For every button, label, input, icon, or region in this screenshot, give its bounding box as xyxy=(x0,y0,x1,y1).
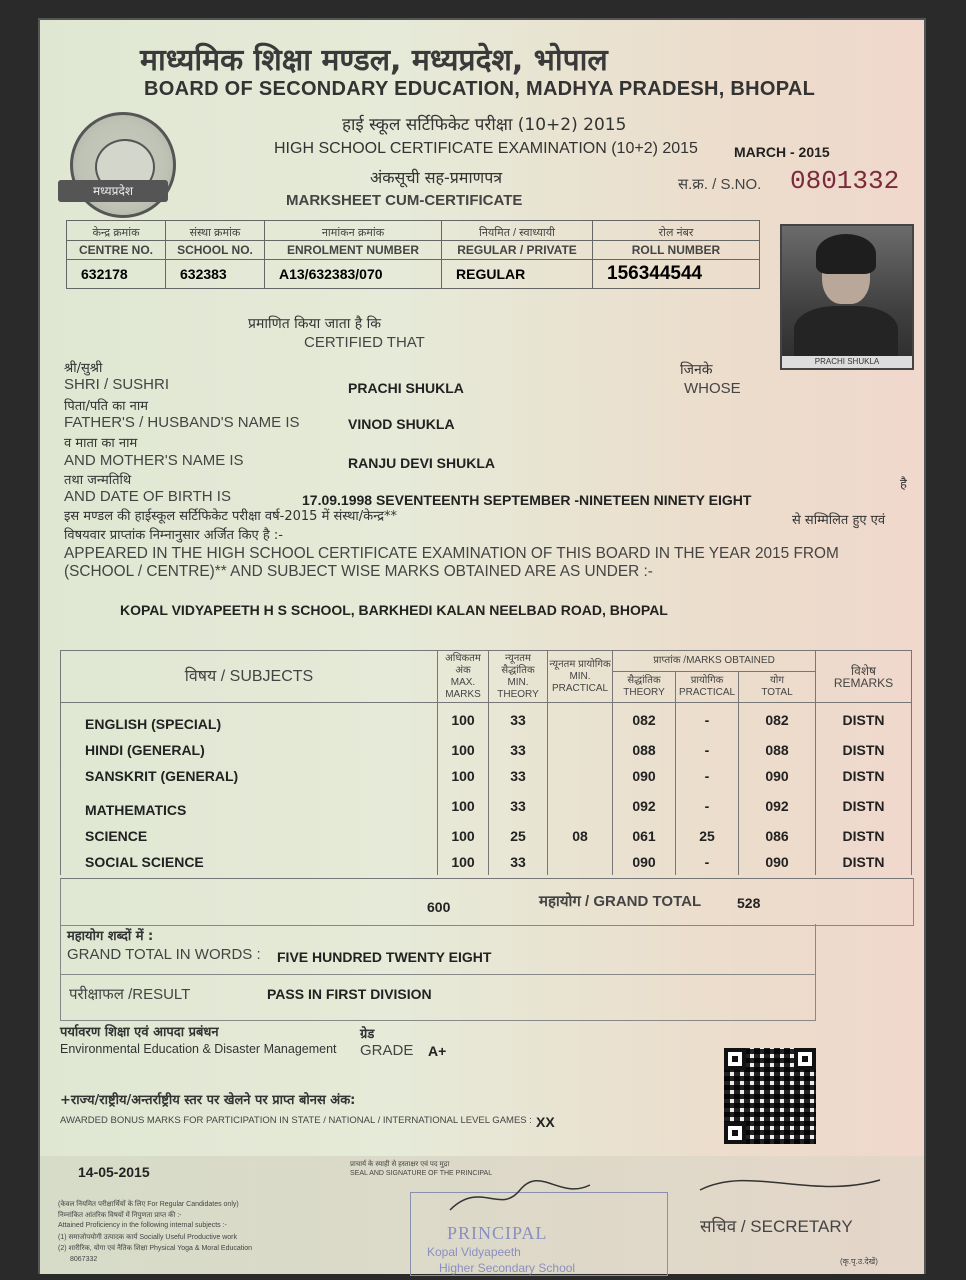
bonus-label-hindi: +राज्य/राष्ट्रीय/अन्तर्राष्ट्रीय स्तर पर खेलने पर प्राप्त बोनस अंक: xyxy=(60,1093,356,1108)
env-label-hindi: पर्यावरण शिक्षा एवं आपदा प्रबंधन xyxy=(60,1025,219,1040)
practical-marks: - xyxy=(676,763,739,789)
note-line: Attained Proficiency in the following internal subjects :- xyxy=(58,1222,227,1229)
bonus-label: AWARDED BONUS MARKS FOR PARTICIPATION IN STATE / NATIONAL / INTERNATIONAL LEVEL GAMES : xyxy=(60,1115,532,1126)
max-marks: 100 xyxy=(438,737,489,763)
env-label: Environmental Education & Disaster Management xyxy=(60,1042,337,1056)
secretary-signature-icon xyxy=(690,1160,890,1210)
date-of-birth: 17.09.1998 SEVENTEENTH SEPTEMBER -NINETEEN NINETY EIGHT xyxy=(302,492,752,508)
result-value: PASS IN FIRST DIVISION xyxy=(267,986,432,1002)
seal-label: SEAL AND SIGNATURE OF THE PRINCIPAL xyxy=(350,1170,493,1177)
school-no-header-hi: संस्था क्रमांक xyxy=(166,221,265,241)
school-no-header: SCHOOL NO. xyxy=(166,241,265,260)
appeared-english-2: (SCHOOL / CENTRE)** AND SUBJECT WISE MARKS OBTAINED ARE AS UNDER :- xyxy=(64,563,653,580)
grade-label-hindi: ग्रेड xyxy=(360,1027,375,1042)
max-marks: 100 xyxy=(438,789,489,823)
max-marks: 100 xyxy=(438,823,489,849)
appeared-english-1: APPEARED IN THE HIGH SCHOOL CERTIFICATE EXAMINATION OF THIS BOARD IN THE YEAR 2015 FROM xyxy=(64,545,839,562)
note-line: (2) शारीरिक, योगा एवं नैतिक शिक्षा Physical Yoga & Moral Education xyxy=(58,1245,253,1252)
serial-label: स.क्र. / S.NO. xyxy=(678,176,762,193)
doc-title-english: MARKSHEET CUM-CERTIFICATE xyxy=(286,192,523,209)
practical-marks: - xyxy=(676,703,739,738)
small-code: 8067332 xyxy=(70,1256,98,1263)
table-row xyxy=(61,763,912,789)
theory-marks: 088 xyxy=(613,737,676,763)
enrolment-header: ENROLMENT NUMBER xyxy=(265,241,442,260)
remark: DISTN xyxy=(816,763,912,789)
hai-hindi: है xyxy=(900,477,907,492)
roll-header-hi: रोल नंबर xyxy=(593,221,760,241)
serial-number: 0801332 xyxy=(790,166,900,196)
subject-name: SOCIAL SCIENCE xyxy=(61,849,438,875)
note-line: (1) समाजोपयोगी उत्पादक कार्य Socially Useful Productive work xyxy=(58,1234,237,1241)
max-marks: 100 xyxy=(438,849,489,875)
result-box xyxy=(60,974,816,1021)
stamp-school: Kopal Vidyapeeth xyxy=(427,1245,521,1259)
seal-label-hindi: प्राचार्य के स्याही से हस्ताक्षर एवं पद मुद्रा xyxy=(350,1161,450,1168)
min-theory: 33 xyxy=(489,849,548,875)
note-line: (केवल नियमित परीक्षार्थियों के लिए For Regular Candidates only) xyxy=(58,1201,239,1208)
subject-name: HINDI (GENERAL) xyxy=(61,737,438,763)
subject-name: MATHEMATICS xyxy=(61,789,438,823)
table-row xyxy=(61,737,912,763)
min-theory: 33 xyxy=(489,737,548,763)
remarks-header: विशेष REMARKS xyxy=(816,651,912,703)
theory-marks: 090 xyxy=(613,763,676,789)
regular-header: REGULAR / PRIVATE xyxy=(442,241,593,260)
subject-name: SANSKRIT (GENERAL) xyxy=(61,763,438,789)
stamp-title: PRINCIPAL xyxy=(447,1223,548,1243)
stamp-school-type: Higher Secondary School xyxy=(439,1261,576,1275)
total-marks: 086 xyxy=(739,823,816,849)
marks-obtained-header: प्राप्तांक /MARKS OBTAINED xyxy=(613,651,816,672)
marks-table xyxy=(60,650,912,875)
min-theory: 33 xyxy=(489,703,548,738)
certified-english: CERTIFIED THAT xyxy=(304,334,425,351)
page-turn-note: (कृ.पृ.उ.देखें) xyxy=(840,1257,878,1266)
practical-header: प्रायोगिक PRACTICAL xyxy=(676,672,739,703)
regular-header-hi: नियमित / स्वाध्यायी xyxy=(442,221,593,241)
remark: DISTN xyxy=(816,703,912,738)
remark: DISTN xyxy=(816,849,912,875)
theory-marks: 082 xyxy=(613,703,676,738)
subject-name: SCIENCE xyxy=(61,823,438,849)
id-table xyxy=(66,220,760,289)
table-row xyxy=(61,703,912,738)
min-theory: 33 xyxy=(489,763,548,789)
name-label-hindi: श्री/सुश्री xyxy=(64,361,103,376)
practical-marks: - xyxy=(676,789,739,823)
exam-title-english: HIGH SCHOOL CERTIFICATE EXAMINATION (10+2) 2015 xyxy=(274,140,698,157)
min-theory-header: न्यूनतम सैद्धांतिक MIN. THEORY xyxy=(489,651,548,703)
roll-header: ROLL NUMBER xyxy=(593,241,760,260)
min-practical xyxy=(548,763,613,789)
mother-name: RANJU DEVI SHUKLA xyxy=(348,455,496,471)
appeared-hindi-2: विषयवार प्राप्तांक निम्नानुसार अर्जित किए है :- xyxy=(64,528,283,543)
min-theory: 25 xyxy=(489,823,548,849)
certified-hindi: प्रमाणित किया जाता है कि xyxy=(248,316,382,332)
total-header: योग TOTAL xyxy=(739,672,816,703)
whose-hindi: जिनके xyxy=(680,362,713,378)
table-row xyxy=(61,823,912,849)
total-marks: 090 xyxy=(739,849,816,875)
appeared-hindi-1-right: से सम्मिलित हुए एवं xyxy=(792,513,886,528)
regular-private: REGULAR xyxy=(442,260,593,289)
exam-title-hindi: हाई स्कूल सर्टिफिकेट परीक्षा (10+2) 2015 xyxy=(342,115,627,135)
remark: DISTN xyxy=(816,737,912,763)
school-name: KOPAL VIDYAPEETH H S SCHOOL, BARKHEDI KALAN NEELBAD ROAD, BHOPAL xyxy=(120,602,668,618)
subjects-header: विषय / SUBJECTS xyxy=(61,651,438,703)
theory-marks: 090 xyxy=(613,849,676,875)
enrolment-number: A13/632383/070 xyxy=(265,260,442,289)
grand-total-box xyxy=(60,878,914,926)
subject-name: ENGLISH (SPECIAL) xyxy=(61,703,438,738)
min-practical-header: न्यूनतम प्रायोगिक MIN. PRACTICAL xyxy=(548,651,613,703)
father-label: FATHER'S / HUSBAND'S NAME IS xyxy=(64,414,300,431)
grand-total-words: FIVE HUNDRED TWENTY EIGHT xyxy=(277,949,492,965)
min-practical: 08 xyxy=(548,823,613,849)
max-marks: 100 xyxy=(438,763,489,789)
total-marks: 090 xyxy=(739,763,816,789)
grade-value: A+ xyxy=(428,1043,447,1059)
marksheet xyxy=(38,18,926,1274)
student-photo xyxy=(780,224,914,370)
table-row xyxy=(61,849,912,875)
board-title-english: BOARD OF SECONDARY EDUCATION, MADHYA PRADESH, BHOPAL xyxy=(144,78,816,100)
board-title-hindi: माध्यमिक शिक्षा मण्डल, मध्यप्रदेश, भोपाल xyxy=(140,43,608,78)
roll-number: 156344544 xyxy=(593,260,760,289)
min-practical xyxy=(548,789,613,823)
mother-label-hindi: व माता का नाम xyxy=(64,436,138,451)
min-practical xyxy=(548,703,613,738)
min-practical xyxy=(548,737,613,763)
dob-label-hindi: तथा जन्मतिथि xyxy=(64,473,132,488)
centre-no-header: CENTRE NO. xyxy=(67,241,166,260)
max-total: 600 xyxy=(427,899,451,915)
grand-total: 528 xyxy=(737,895,761,911)
theory-marks: 061 xyxy=(613,823,676,849)
practical-marks: - xyxy=(676,737,739,763)
grade-label: GRADE xyxy=(360,1042,414,1059)
practical-marks: - xyxy=(676,849,739,875)
exam-session: MARCH - 2015 xyxy=(734,144,830,160)
min-theory: 33 xyxy=(489,789,548,823)
school-no: 632383 xyxy=(166,260,265,289)
remark: DISTN xyxy=(816,789,912,823)
total-marks: 082 xyxy=(739,703,816,738)
photo-caption: PRACHI SHUKLA xyxy=(782,356,912,368)
name-label: SHRI / SUSHRI xyxy=(64,376,170,393)
table-row xyxy=(61,789,912,823)
appeared-hindi-1: इस मण्डल की हाईस्कूल सर्टिफिकेट परीक्षा वर्ष-2015 में संस्था/केन्द्र** xyxy=(64,509,398,524)
total-marks: 092 xyxy=(739,789,816,823)
secretary-label: सचिव / SECRETARY xyxy=(700,1217,853,1236)
father-name: VINOD SHUKLA xyxy=(348,416,455,432)
grand-total-label: महायोग / GRAND TOTAL xyxy=(539,893,702,910)
bonus-value: XX xyxy=(536,1114,555,1130)
min-practical xyxy=(548,849,613,875)
theory-marks: 092 xyxy=(613,789,676,823)
note-line: निम्नांकित आंतरिक विषयों में निपुणता प्राप्त की :- xyxy=(58,1212,182,1219)
issue-date: 14-05-2015 xyxy=(78,1164,150,1180)
student-name: PRACHI SHUKLA xyxy=(348,380,464,396)
whose-english: WHOSE xyxy=(684,380,741,397)
centre-no: 632178 xyxy=(67,260,166,289)
father-label-hindi: पिता/पति का नाम xyxy=(64,399,149,414)
qr-code-icon xyxy=(724,1048,816,1144)
board-seal-icon xyxy=(70,112,176,218)
principal-signature-icon xyxy=(440,1170,600,1220)
centre-no-header-hi: केन्द्र क्रमांक xyxy=(67,221,166,241)
seal-band: मध्यप्रदेश xyxy=(58,180,168,202)
words-box xyxy=(60,924,816,975)
dob-label: AND DATE OF BIRTH IS xyxy=(64,488,231,505)
words-label-hindi: महायोग शब्दों में : xyxy=(67,929,154,944)
mother-label: AND MOTHER'S NAME IS xyxy=(64,452,244,469)
max-marks-header: अधिकतम अंक MAX. MARKS xyxy=(438,651,489,703)
practical-marks: 25 xyxy=(676,823,739,849)
total-marks: 088 xyxy=(739,737,816,763)
max-marks: 100 xyxy=(438,703,489,738)
theory-header: सैद्धांतिक THEORY xyxy=(613,672,676,703)
doc-title-hindi: अंकसूची सह-प्रमाणपत्र xyxy=(370,168,503,187)
remark: DISTN xyxy=(816,823,912,849)
words-label: GRAND TOTAL IN WORDS : xyxy=(67,946,261,963)
result-label: परीक्षाफल /RESULT xyxy=(69,986,191,1003)
enrolment-header-hi: नामांकन क्रमांक xyxy=(265,221,442,241)
